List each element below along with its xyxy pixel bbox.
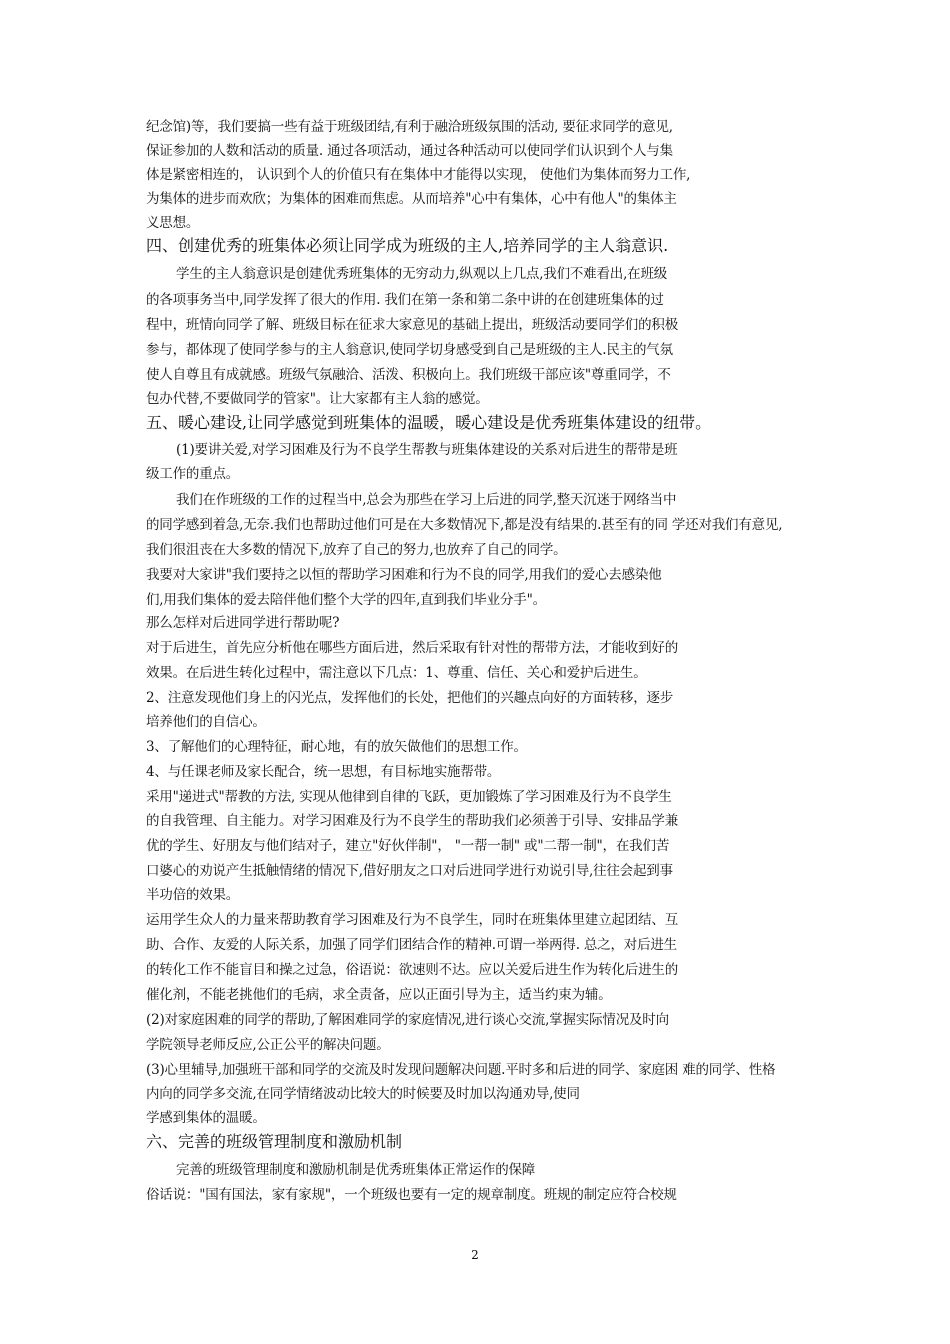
body-text-line: 4、与任课老师及家长配合，统一思想，有目标地实施帮带。 xyxy=(146,764,501,780)
body-text-line: 完善的班级管理制度和激励机制是优秀班集体正常运作的保障 xyxy=(176,1162,536,1178)
body-text-line: 培养他们的自信心。 xyxy=(146,714,266,730)
body-text-line: 3、了解他们的心理特征，耐心地，有的放矢做他们的思想工作。 xyxy=(146,739,527,755)
body-text-line: 参与，都体现了使同学参与的主人翁意识,使同学切身感受到自己是班级的主人.民主的气氛 xyxy=(146,342,673,358)
body-text-line: 义思想。 xyxy=(146,215,200,231)
body-text-line: 对于后进生，首先应分析他在哪些方面后进，然后采取有针对性的帮带方法，才能收到好的 xyxy=(146,640,678,656)
body-text-line: 那么怎样对后进同学进行帮助呢? xyxy=(146,615,340,631)
body-text-line: 包办代替,不要做同学的管家"。让大家都有主人翁的感觉。 xyxy=(146,391,489,407)
body-text-line: 们,用我们集体的爱去陪伴他们整个大学的四年,直到我们毕业分手"。 xyxy=(146,592,546,608)
body-text-line: 采用"递进式"帮教的方法, 实现从他律到自律的飞跃，更加锻炼了学习困难及行为不良学生 xyxy=(146,789,672,805)
body-text-line: 运用学生众人的力量来帮助教育学习困难及行为不良学生，同时在班集体里建立起团结、互 xyxy=(146,912,678,928)
body-text-line: 的同学感到着急,无奈.我们也帮助过他们可是在大多数情况下,都是没有结果的.甚至有的同 学还对我们有意见, xyxy=(146,517,783,533)
body-text-line: 学感到集体的温暖。 xyxy=(146,1110,266,1126)
body-text-line: 我们在作班级的工作的过程当中,总会为那些在学习上后进的同学,整天沉迷于网络当中 xyxy=(176,492,677,508)
body-text-line: 体是紧密相连的， 认识到个人的价值只有在集体中才能得以实现， 使他们为集体而努力工作, xyxy=(146,167,691,183)
body-text-line: 程中，班情向同学了解、班级目标在征求大家意见的基础上提出，班级活动要同学们的积极 xyxy=(146,317,678,333)
body-text-line: (1)要讲关爱,对学习困难及行为不良学生帮教与班集体建设的关系对后进生的帮带是班 xyxy=(176,442,678,458)
body-text-line: 纪念馆)等，我们要搞一些有益于班级团结,有利于融洽班级氛围的活动, 要征求同学的意见, xyxy=(146,119,673,135)
body-text-line: 助、合作、友爱的人际关系，加强了同学们团结合作的精神.可谓一举两得. 总之，对后进生 xyxy=(146,937,677,953)
section-heading-4: 四、创建优秀的班集体必须让同学成为班级的主人,培养同学的主人翁意识. xyxy=(146,236,669,255)
body-text-line: 我们很沮丧在大多数的情况下,放弃了自己的努力,也放弃了自己的同学。 xyxy=(146,542,567,558)
body-text-line: 的自我管理、自主能力。对学习困难及行为不良学生的帮助我们必须善于引导、安排品学兼 xyxy=(146,813,678,829)
body-text-line: 级工作的重点。 xyxy=(146,466,240,482)
body-text-line: 催化剂，不能老挑他们的毛病，求全责备，应以正面引导为主，适当约束为辅。 xyxy=(146,987,612,1003)
body-text-line: 的转化工作不能盲目和操之过急，俗语说：欲速则不达。应以关爱后进生作为转化后进生的 xyxy=(146,962,678,978)
body-text-line: 为集体的进步而欢欣；为集体的困难而焦虑。从而培养"心中有集体，心中有他人"的集体主 xyxy=(146,191,677,207)
body-text-line: 我要对大家讲"我们要持之以恒的帮助学习困难和行为不良的同学,用我们的爱心去感染他 xyxy=(146,567,662,583)
body-text-line: 优的学生、好朋友与他们结对子，建立"好伙伴制"， "一帮一制" 或"二帮一制"，在我们苦 xyxy=(146,838,670,854)
body-text-line: 效果。在后进生转化过程中，需注意以下几点：1、尊重、信任、关心和爱护后进生。 xyxy=(146,665,647,681)
body-text-line: 内向的同学多交流,在同学情绪波动比较大的时候要及时加以沟通劝导,使同 xyxy=(146,1086,580,1102)
body-text-line: (3)心里辅导,加强班干部和同学的交流及时发现问题解决问题.平时多和后进的同学、家庭困 难的同学、性格 xyxy=(146,1062,776,1078)
section-heading-5: 五、暖心建设,让同学感觉到班集体的温暖，暖心建设是优秀班集体建设的纽带。 xyxy=(146,413,712,432)
body-text-line: 学生的主人翁意识是创建优秀班集体的无穷动力,纵观以上几点,我们不难看出,在班级 xyxy=(176,266,668,282)
body-text-line: 半功倍的效果。 xyxy=(146,887,240,903)
body-text-line: 保证参加的人数和活动的质量. 通过各项活动，通过各种活动可以使同学们认识到个人与集 xyxy=(146,143,673,159)
section-heading-6: 六、完善的班级管理制度和激励机制 xyxy=(146,1132,403,1151)
body-text-line: 2、注意发现他们身上的闪光点，发挥他们的长处，把他们的兴趣点向好的方面转移，逐步 xyxy=(146,690,674,706)
body-text-line: (2)对家庭困难的同学的帮助,了解困难同学的家庭情况,进行谈心交流,掌握实际情况及时向 xyxy=(146,1012,669,1028)
body-text-line: 学院领导老师反应,公正公平的解决问题。 xyxy=(146,1037,390,1053)
body-text-line: 使人自尊且有成就感。班级气氛融洽、活泼、积极向上。我们班级干部应该"尊重同学，不 xyxy=(146,367,671,383)
body-text-line: 俗话说："国有国法，家有家规"，一个班级也要有一定的规章制度。班规的制定应符合校规 xyxy=(146,1187,677,1203)
body-text-line: 的各项事务当中,同学发挥了很大的作用. 我们在第一条和第二条中讲的在创建班集体的过 xyxy=(146,292,664,308)
page-number: 2 xyxy=(471,1248,479,1262)
body-text-line: 口婆心的劝说产生抵触情绪的情况下,借好朋友之口对后进同学进行劝说引导,往往会起到事 xyxy=(146,863,673,879)
